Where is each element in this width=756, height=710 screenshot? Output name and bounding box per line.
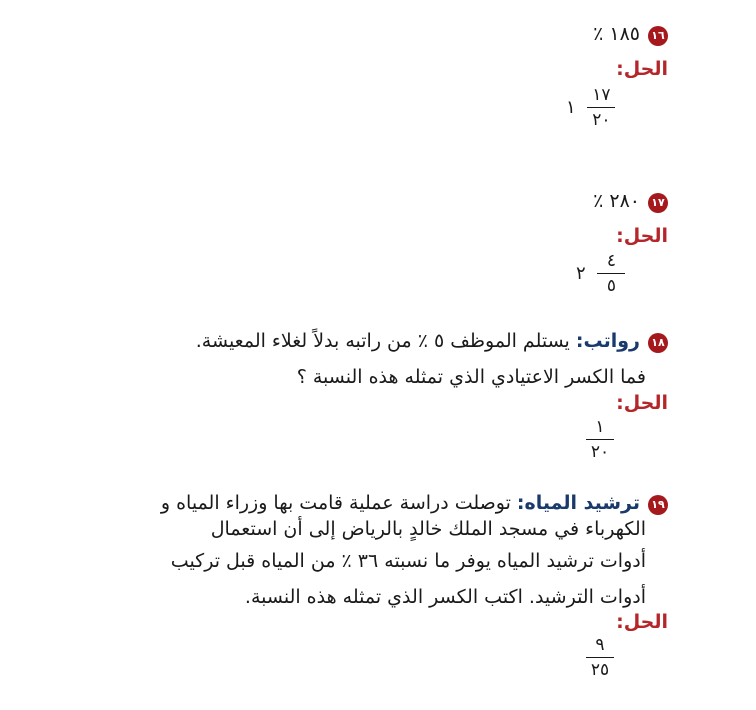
fraction-denominator: ٢٥ [590, 660, 610, 680]
answer-fraction-block [586, 416, 614, 463]
fraction-numerator: ١٧ [592, 85, 611, 105]
solution-label: الحل: [616, 58, 668, 80]
fraction-numerator: ١ [595, 417, 605, 437]
fraction-denominator: ٢٠ [592, 110, 611, 130]
fraction-denominator: ٥ [606, 276, 616, 296]
answer-whole: ٢ [576, 263, 586, 284]
answer-mixed-fraction [566, 84, 615, 131]
fraction-bar [587, 107, 615, 108]
problem-number-badge: ١٧ [648, 193, 668, 213]
problem-text-line: فما الكسر الاعتيادي الذي تمثله هذه النسبة ؟ [296, 366, 646, 388]
problem-number-badge: ١٦ [648, 26, 668, 46]
problem-text-line: الكهرباء في مسجد الملك خالدٍ بالرياض إلى أن استعمال [210, 518, 646, 540]
answer-whole: ١ [566, 97, 576, 118]
problem-17 [593, 188, 668, 214]
problem-keyword: ترشيد المياه: [516, 492, 640, 514]
problem-keyword: رواتب: [575, 330, 640, 352]
problem-number-badge: ١٨ [648, 333, 668, 353]
fraction-bar [586, 657, 614, 658]
problem-value: ١٨٥ ٪ [593, 23, 640, 45]
solution-label: الحل: [616, 611, 668, 633]
fraction-denominator: ٢٠ [590, 442, 610, 462]
problem-text-line: يستلم الموظف ٥ ٪ من راتبه بدلاً لغلاء المعيشة. [195, 330, 570, 352]
problem-18 [196, 328, 668, 354]
answer-mixed-fraction [576, 250, 625, 297]
fraction-numerator: ٩ [595, 635, 605, 655]
problem-value: ٢٨٠ ٪ [593, 190, 640, 212]
answer-fraction [586, 634, 614, 681]
problem-16 [593, 21, 668, 47]
fraction-numerator: ٤ [606, 251, 616, 271]
fraction-bar [597, 273, 625, 274]
problem-19 [161, 490, 668, 516]
problem-number-badge: ١٩ [648, 495, 668, 515]
solution-label: الحل: [616, 225, 668, 247]
problem-text-line: توصلت دراسة عملية قامت بها وزراء المياه و [160, 492, 511, 514]
answer-fraction-block [586, 634, 614, 681]
problem-text-line: أدوات ترشيد المياه يوفر ما نسبته ٣٦ ٪ من المياه قبل تركيب [170, 550, 646, 572]
answer-fraction [597, 250, 625, 297]
solution-label: الحل: [616, 392, 668, 414]
answer-fraction [587, 84, 615, 131]
fraction-bar [586, 439, 614, 440]
answer-fraction [586, 416, 614, 463]
problem-text-line: أدوات الترشيد. اكتب الكسر الذي تمثله هذه النسبة. [244, 586, 646, 608]
